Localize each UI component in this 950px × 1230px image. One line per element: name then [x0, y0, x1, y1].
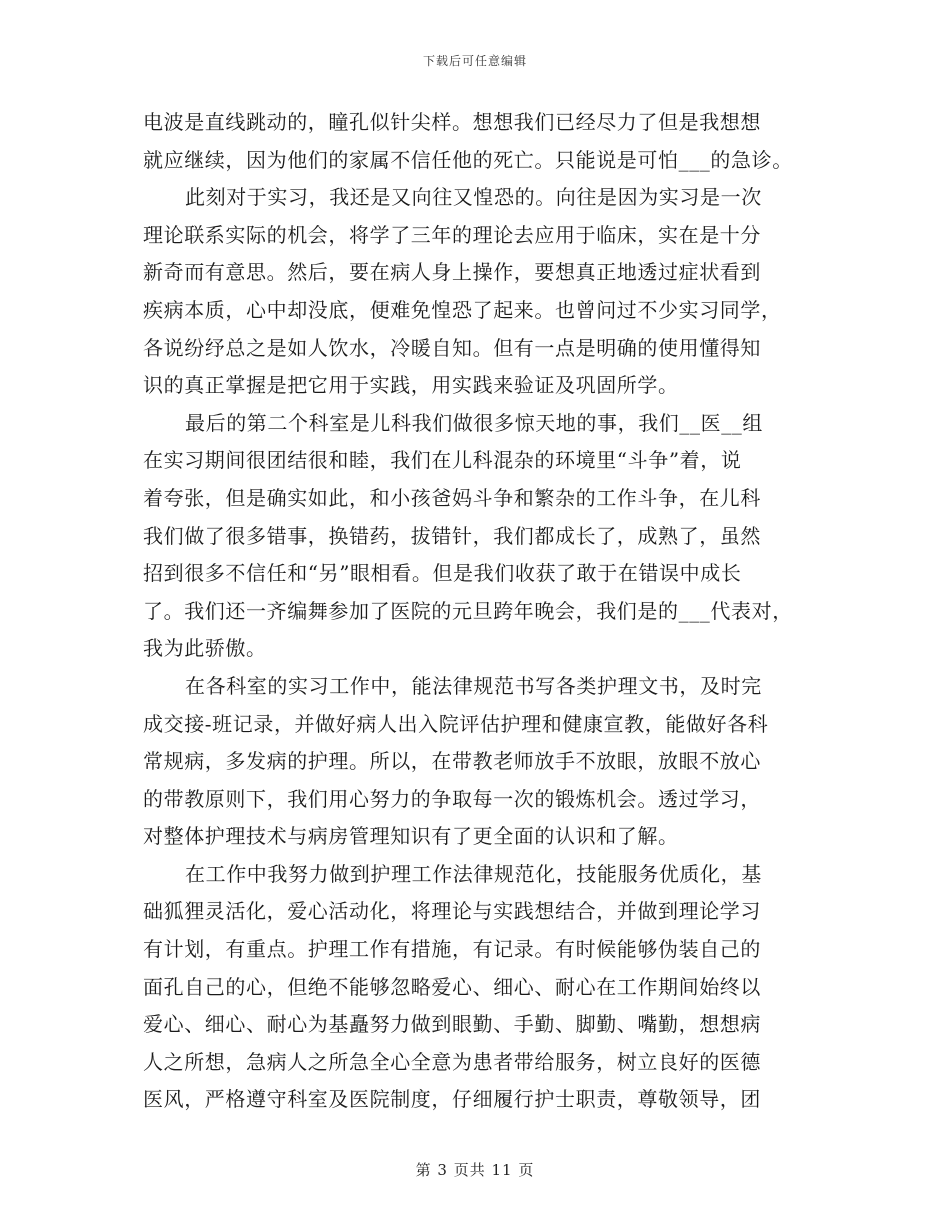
text-line: 面孔自己的心，但绝不能够忽略爱心、细心、耐心在工作期间始终以: [143, 974, 761, 999]
text-line: 此刻对于实习，我还是又向往又惶恐的。向往是因为实习是一次: [185, 185, 762, 210]
page-footer: 第 3 页共 11 页: [415, 1161, 535, 1179]
text-line: 理论联系实际的机会，将学了三年的理论去应用于临床，实在是十分: [143, 222, 761, 247]
text-line: 招到很多不信任和“另”眼相看。但是我们收获了敢于在错误中成长: [143, 561, 742, 586]
paragraph: [143, 668, 808, 856]
text-line: 识的真正掌握是把它用于实践，用实践来验证及巩固所学。: [143, 373, 679, 398]
text-line: 我们做了很多错事，换错药，拔错针，我们都成长了，成熟了，虽然: [143, 523, 761, 548]
text-line: 就应继续，因为他们的家属不信任他的死亡。只能说是可怕___的急诊。: [143, 147, 793, 172]
text-line: 在各科室的实习工作中，能法律规范书写各类护理文书，及时完: [185, 673, 762, 698]
paragraph: [143, 179, 808, 405]
text-line: 了。我们还一齐编舞参加了医院的元旦跨年晚会，我们是的___代表对，: [143, 598, 793, 623]
paragraph: [143, 104, 808, 179]
text-line: 疾病本质，心中却没底，便难免惶恐了起来。也曾问过不少实习同学，: [143, 297, 782, 322]
paragraph: [143, 405, 808, 668]
text-line: 各说纷纾总之是如人饮水，冷暖自知。但有一点是明确的使用懂得知: [143, 335, 761, 360]
text-line: 在实习期间很团结很和睦，我们在儿科混杂的环境里“斗争”着，说: [143, 448, 742, 473]
page-header: 下载后可任意编辑: [422, 54, 527, 68]
text-line: 人之所想，急病人之所急全心全意为患者带给服务，树立良好的医德: [143, 1049, 761, 1074]
text-line: 有计划，有重点。护理工作有措施，有记录。有时候能够伪装自己的: [143, 937, 761, 962]
text-line: 在工作中我努力做到护理工作法律规范化，技能服务优质化，基: [185, 861, 762, 886]
text-line: 成交接-班记录，并做好病人出入院评估护理和健康宣教，能做好各科: [143, 711, 769, 736]
text-line: 对整体护理技术与病房管理知识有了更全面的认识和了解。: [143, 824, 679, 849]
text-line: 爱心、细心、耐心为基矗努力做到眼勤、手勤、脚勤、嘴勤，想想病: [143, 1012, 761, 1037]
document-body: [143, 104, 808, 1119]
paragraph: [143, 856, 808, 1119]
text-line: 最后的第二个科室是儿科我们做很多惊天地的事，我们__医__组: [185, 410, 763, 435]
text-line: 着夸张，但是确实如此，和小孩爸妈斗争和繁杂的工作斗争，在儿科: [143, 485, 761, 510]
text-line: 医风，严格遵守科室及医院制度，仔细履行护士职责，尊敬领导，团: [143, 1087, 761, 1112]
text-line: 础狐狸灵活化，爱心活动化，将理论与实践想结合，并做到理论学习: [143, 899, 761, 924]
text-line: 我为此骄傲。: [143, 636, 267, 661]
text-line: 的带教原则下，我们用心努力的争取每一次的锻炼机会。透过学习，: [143, 786, 761, 811]
text-line: 电波是直线跳动的，瞳孔似针尖样。想想我们已经尽力了但是我想想: [143, 110, 761, 134]
text-line: 常规病，多发病的护理。所以，在带教老师放手不放眼，放眼不放心: [143, 749, 761, 774]
text-line: 新奇而有意思。然后，要在病人身上操作，要想真正地透过症状看到: [143, 260, 761, 285]
